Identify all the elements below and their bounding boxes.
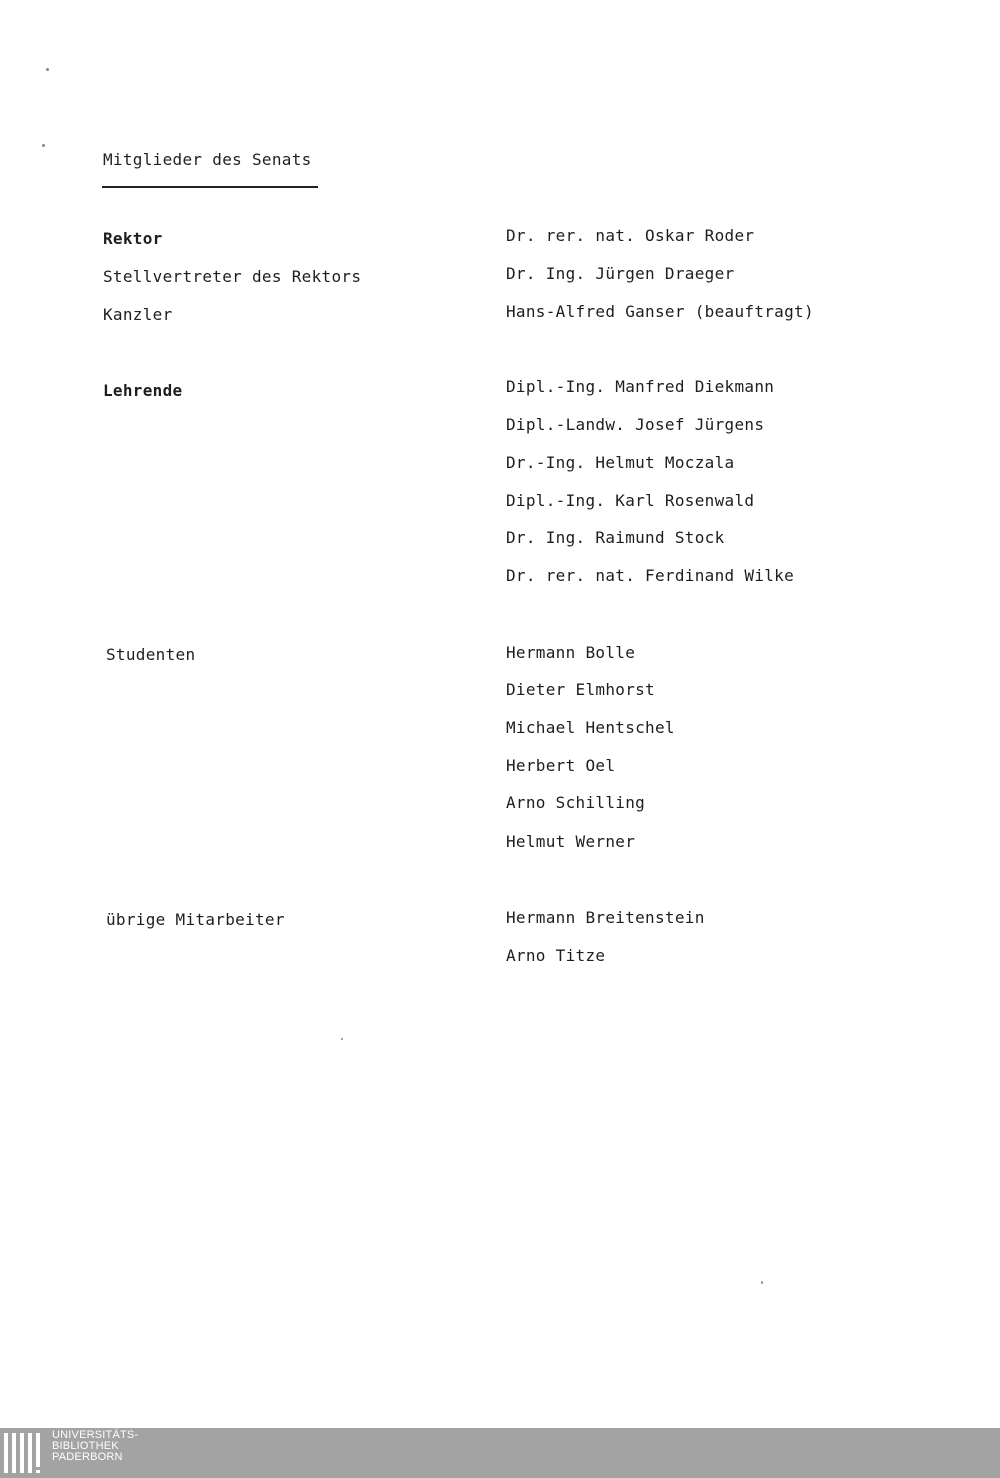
- label-studenten: Studenten: [106, 645, 196, 664]
- scan-speck: [341, 1038, 343, 1040]
- document-title: Mitglieder des Senats: [103, 150, 312, 169]
- logo-line: PADERBORN: [52, 1451, 123, 1463]
- library-logo-icon: [4, 1433, 44, 1473]
- name-rektor: Dr. rer. nat. Oskar Roder: [506, 226, 755, 245]
- name-mitarbeiter: Arno Titze: [506, 946, 606, 965]
- label-lehrende: Lehrende: [103, 381, 183, 400]
- name-student: Helmut Werner: [506, 832, 636, 851]
- logo-line: UNIVERSITÄTS-: [52, 1429, 139, 1441]
- label-uebrige-mitarbeiter: übrige Mitarbeiter: [106, 910, 285, 929]
- scan-speck: [761, 1281, 763, 1284]
- name-lehrende: Dr. rer. nat. Ferdinand Wilke: [506, 566, 795, 585]
- label-kanzler: Kanzler: [103, 305, 173, 324]
- label-stellvertreter: Stellvertreter des Rektors: [103, 267, 362, 286]
- name-lehrende: Dr. Ing. Raimund Stock: [506, 528, 725, 547]
- name-student: Dieter Elmhorst: [506, 680, 655, 699]
- name-lehrende: Dr.-Ing. Helmut Moczala: [506, 453, 735, 472]
- name-student: Hermann Bolle: [506, 643, 636, 662]
- name-mitarbeiter: Hermann Breitenstein: [506, 908, 705, 927]
- logo-line: BIBLIOTHEK: [52, 1440, 119, 1452]
- name-stellvertreter: Dr. Ing. Jürgen Draeger: [506, 264, 735, 283]
- library-logo-text: [52, 1430, 138, 1463]
- name-lehrende: Dipl.-Ing. Manfred Diekmann: [506, 377, 775, 396]
- library-footer-bar: [0, 1428, 1000, 1478]
- label-rektor: Rektor: [103, 229, 163, 248]
- title-underline: [102, 186, 318, 188]
- scan-speck: [42, 144, 45, 147]
- name-student: Arno Schilling: [506, 793, 646, 812]
- name-lehrende: Dipl.-Ing. Karl Rosenwald: [506, 491, 755, 510]
- name-student: Michael Hentschel: [506, 718, 675, 737]
- name-student: Herbert Oel: [506, 756, 616, 775]
- name-kanzler: Hans-Alfred Ganser (beauftragt): [506, 302, 814, 321]
- name-lehrende: Dipl.-Landw. Josef Jürgens: [506, 415, 765, 434]
- scan-speck: [46, 68, 49, 71]
